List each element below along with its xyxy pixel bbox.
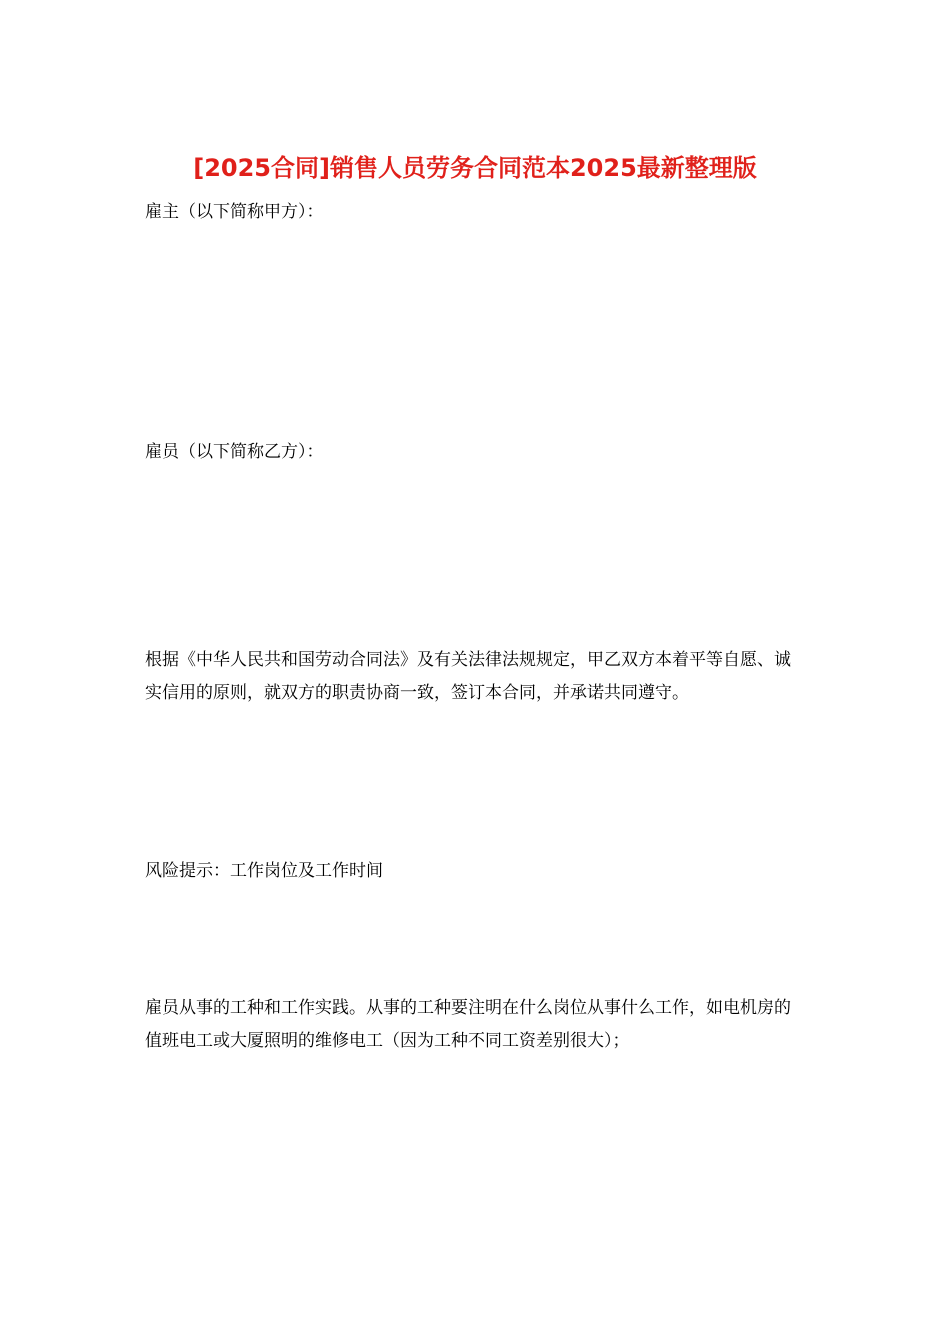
employee-party-line: 雇员（以下简称乙方）： — [145, 442, 324, 462]
employer-party-line: 雇主（以下简称甲方）： — [145, 202, 324, 222]
contract-basis-paragraph: 根据《中华人民共和国劳动合同法》及有关法律法规规定，甲乙双方本着平等自愿、诚实信用的原则，就双方的职责协商一致，签订本合同，并承诺共同遵守。 — [145, 650, 791, 703]
document-title: [2025合同]销售人员劳务合同范本2025最新整理版 — [193, 154, 757, 182]
job-type-paragraph: 雇员从事的工种和工作实践。从事的工种要注明在什么岗位从事什么工作，如电机房的值班电工或大厦照明的维修电工（因为工种不同工资差别很大）； — [145, 998, 791, 1051]
risk-tip-heading: 风险提示：工作岗位及工作时间 — [145, 861, 383, 881]
